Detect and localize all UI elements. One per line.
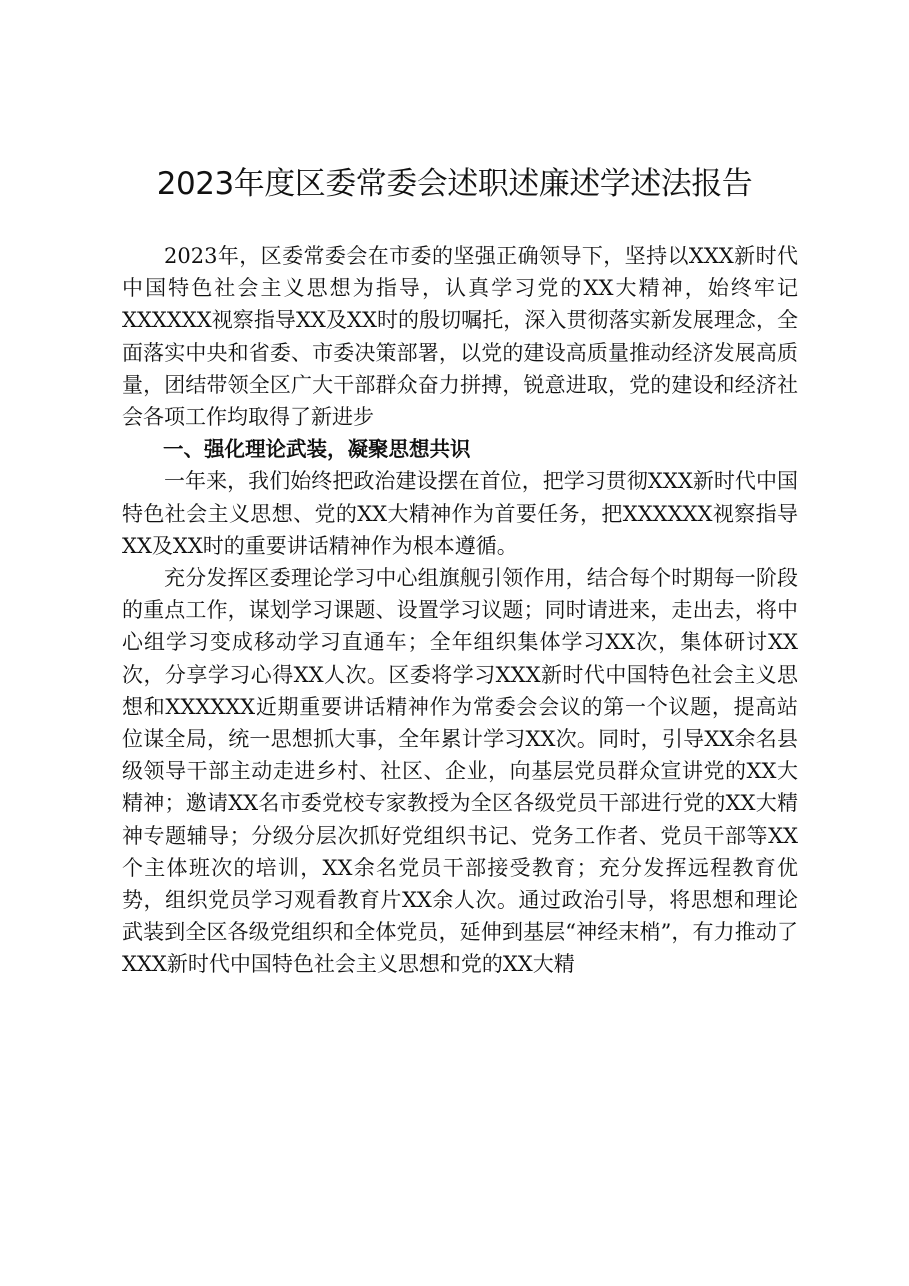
document-body [122,240,798,981]
section-heading-1: 一、强化理论武装，凝聚思想共识 [163,437,471,462]
document-title: 2023年度区委常委会述职述廉述学述法报告 [156,166,753,202]
body-paragraph-2: 充分发挥区委理论学习中心组旗舰引领作用，结合每个时期每一阶段的重点工作，谋划学习课题、设置学习议题；同时请进来，走出去，将中心组学习变成移动学习直通车；全年组织集体学习XX次，集体研讨XX次，分享学习心得XX人次。区委将学习XXX新时代中国特色社会主义思想和XXXXXX近期重要讲话精神作为常委会会议的第一个议题，提高站位谋全局，统一思想抓大事，全年累计学习XX次。同时，引导XX余名县级领导干部主动走进乡村、社区、企业，向基层党员群众宣讲党的XX大精神；邀请XX名市委党校专家教授为全区各级党员干部进行党的XX大精神专题辅导；分级分层次抓好党组织书记、党务工作者、党员干部等XX个主体班次的培训，XX余名党员干部接受教育；充分发挥远程教育优势，组织党员学习观看教育片XX余人次。通过政治引导，将思想和理论武装到全区各级党组织和全体党员，延伸到基层“神经末梢”，有力推动了XXX新时代中国特色社会主义思想和党的XX大精 [122,566,798,977]
intro-paragraph: 2023年，区委常委会在市委的坚强正确领导下，坚持以XXX新时代中国特色社会主义思想为指导，认真学习党的XX大精神，始终牢记XXXXXX视察指导XX及XX时的殷切嘱托，深入贯彻落实新发展理念，全面落实中央和省委、市委决策部署，以党的建设高质量推动经济发展高质量，团结带领全区广大干部群众奋力拼搏，锐意进取，党的建设和经济社会各项工作均取得了新进步 [122,244,798,430]
body-paragraph-1: 一年来，我们始终把政治建设摆在首位，把学习贯彻XXX新时代中国特色社会主义思想、党的XX大精神作为首要任务，把XXXXXX视察指导XX及XX时的重要讲话精神作为根本遵循。 [122,469,798,558]
